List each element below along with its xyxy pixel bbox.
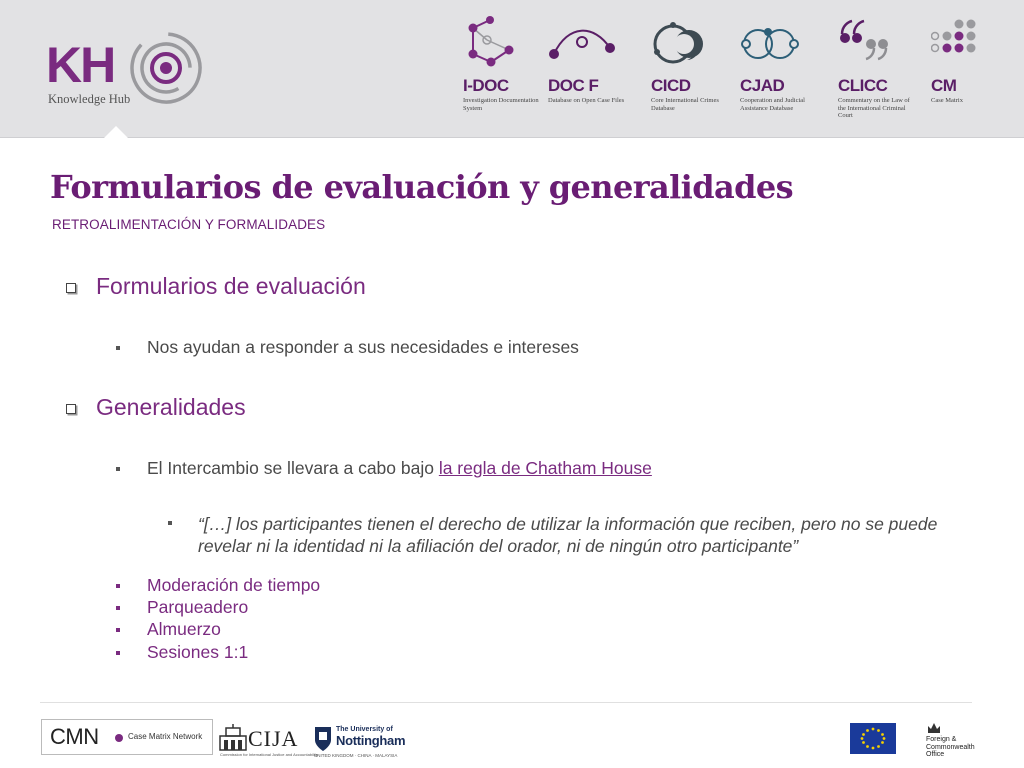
square-bullet-icon — [116, 651, 120, 655]
fco-line: Office — [926, 751, 945, 758]
banner-notch — [104, 126, 128, 138]
quote-marks-icon — [838, 14, 898, 74]
product-clicc[interactable] — [838, 14, 928, 124]
product-desc: Core International Crimes Database — [651, 97, 719, 112]
fco-text — [926, 736, 975, 759]
fco-logo[interactable] — [924, 720, 984, 760]
product-name: DOC F — [548, 76, 599, 95]
cmn-dot-icon — [115, 734, 123, 742]
nottingham-name: Nottingham — [336, 733, 406, 748]
product-name: CJAD — [740, 76, 785, 95]
fco-line: Commonwealth — [926, 743, 975, 751]
eu-flag-icon — [850, 723, 896, 754]
nottingham-the: The University of — [336, 726, 393, 733]
product-idoc[interactable] — [463, 14, 553, 124]
eu-stars-icon — [850, 723, 896, 754]
nottingham-logo[interactable] — [312, 722, 406, 760]
product-desc: Case Matrix — [931, 97, 963, 104]
circle-ring-icon — [651, 14, 711, 74]
network-nodes-icon — [463, 14, 523, 74]
list-item: Sesiones 1:1 — [147, 642, 249, 662]
chatham-quote: “[…] los participantes tienen el derecho de utilizar la información que reciben, pero no se puede revelar ni la identidad ni la afiliación del orador, ni de ningún otro participante” — [198, 514, 938, 556]
checkbox-bullet-icon — [66, 404, 76, 414]
fco-line: Foreign & — [926, 736, 957, 743]
slide-title: Formularios de evaluación y generalidades — [50, 168, 794, 206]
chatham-house-link[interactable]: la regla de Chatham House — [438, 458, 652, 478]
knowledge-hub-logo[interactable] — [46, 28, 206, 112]
cmn-logo[interactable] — [41, 719, 213, 755]
product-name: CM — [931, 76, 957, 95]
square-bullet-icon — [116, 346, 120, 350]
square-bullet-icon — [116, 628, 120, 632]
building-icon — [218, 724, 248, 752]
intercambio-text: El Intercambio se llevara a cabo bajo — [147, 458, 439, 478]
product-desc: Database on Open Case Files — [548, 97, 625, 104]
square-bullet-icon — [168, 521, 172, 525]
product-cjad[interactable] — [740, 14, 830, 124]
product-name: CICD — [651, 76, 691, 95]
product-desc: Cooperation and Judicial Assistance Database — [740, 97, 805, 112]
square-bullet-icon — [116, 584, 120, 588]
linked-circles-icon — [548, 14, 618, 74]
list-item — [147, 458, 652, 479]
product-name: CLICC — [838, 76, 888, 95]
square-bullet-icon — [116, 467, 120, 471]
kh-logo-letters: KH — [46, 37, 115, 93]
list-item: Nos ayudan a responder a sus necesidades e intereses — [147, 337, 579, 357]
cija-logo[interactable] — [218, 722, 318, 758]
product-name: I-DOC — [463, 76, 509, 95]
kh-logo-subtitle: Knowledge Hub — [48, 92, 131, 106]
product-desc: Investigation Documentation System — [463, 97, 539, 112]
section-heading: Formularios de evaluación — [96, 273, 366, 299]
crest-icon — [314, 726, 332, 752]
cmn-abbr: CMN — [50, 724, 99, 749]
checkbox-bullet-icon — [66, 283, 76, 293]
list-item: Moderación de tiempo — [147, 575, 321, 595]
section-heading: Generalidades — [96, 394, 246, 420]
cija-abbr: CIJA — [248, 726, 299, 751]
product-cicd[interactable] — [651, 14, 741, 124]
cija-sub: Commission for International Justice and Accountability — [220, 752, 318, 757]
royal-crest-icon — [926, 720, 942, 734]
slide-subtitle: RETROALIMENTACIÓN Y FORMALIDADES — [52, 217, 326, 232]
product-desc: Commentary on the Law of the International Criminal Court — [838, 97, 910, 119]
product-cm[interactable] — [931, 14, 1021, 124]
list-item: Parqueadero — [147, 597, 249, 617]
kh-target-icon — [128, 30, 204, 106]
dot-matrix-icon — [931, 14, 981, 74]
chain-circles-icon — [740, 14, 804, 74]
footer-divider — [40, 702, 972, 703]
nottingham-sub: UNITED KINGDOM · CHINA · MALAYSIA — [314, 753, 398, 758]
list-item: Almuerzo — [147, 619, 221, 639]
square-bullet-icon — [116, 606, 120, 610]
product-docf[interactable] — [548, 14, 638, 124]
cmn-name: Case Matrix Network — [128, 732, 203, 741]
